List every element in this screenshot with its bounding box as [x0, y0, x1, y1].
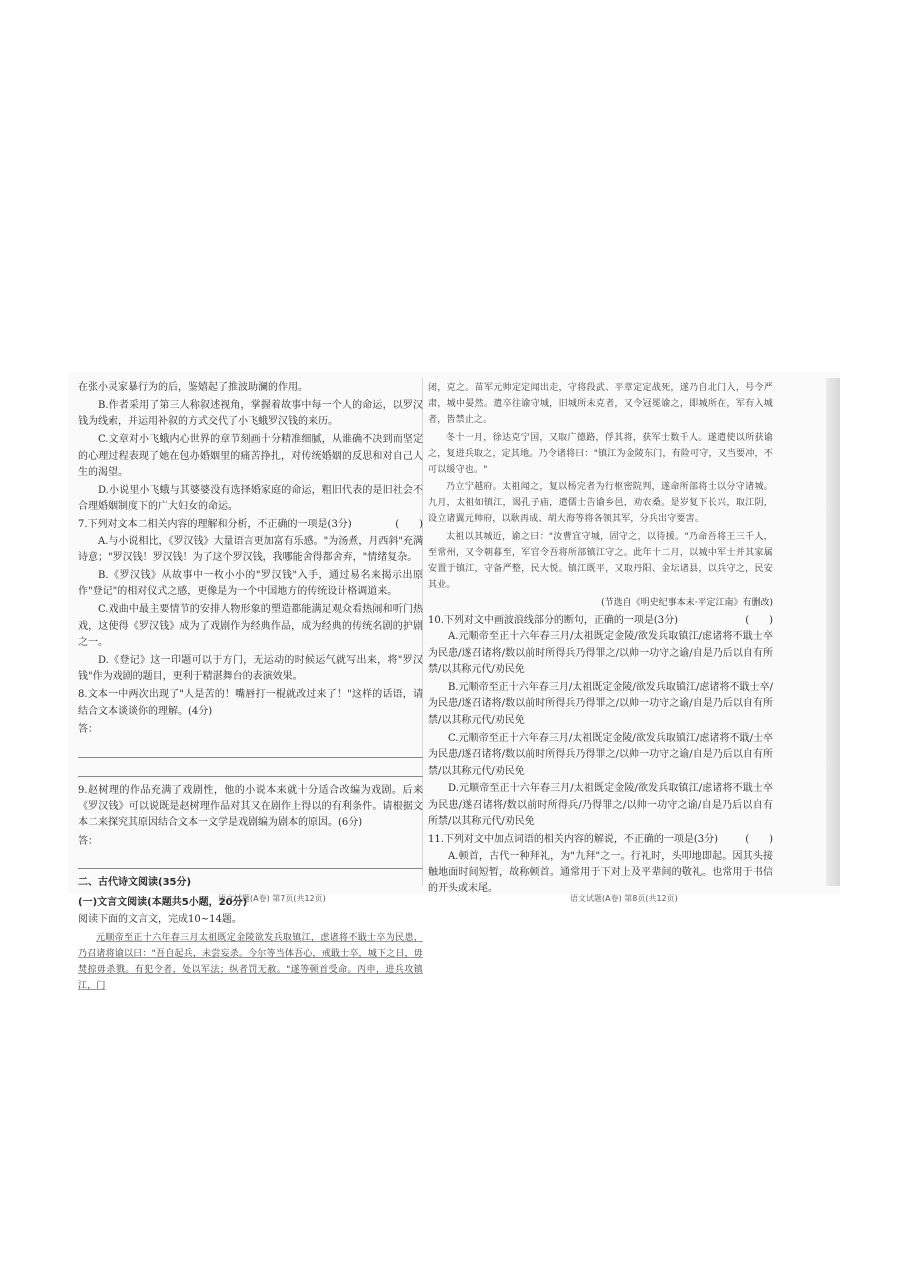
q7-stem-row: [78, 517, 423, 533]
q10-answer-bracket: ( ): [745, 614, 773, 626]
passage-paragraph: 闭，克之。苗军元帅定定闻出走，守将段武、平章定定战死，遂乃自北门入，号令严肃，城中晏然。遣卒往谕守城，旧城所未克者，又令冠冕谕之，即城所在，军有入城者，皆禁止之。: [428, 383, 773, 425]
q7-option-a: A.与小说相比，《罗汉钱》大量语言更加富有乐感。"为汤煮，月西斜"充满诗意；"罗汉钱！罗汉钱！为了这个罗汉钱，我哪能舍得都舍弃，"情绪复杂。: [78, 535, 423, 564]
right-page: [428, 380, 773, 895]
q11-option-a: A.顿首，古代一种拜礼，为"九拜"之一。行礼时，头叩地即起。因其头接触地面时间短暂，故称顿首。通常用于下对上及平辈间的敬礼。也常用于书信的开头或末尾。: [428, 850, 773, 895]
page-footer-right: 语文试题(A卷) 第8页(共12页): [570, 894, 678, 903]
q7-option-b: B.《罗汉钱》从故事中一枚小小的"罗汉钱"入手，通过易名来揭示出原作"登记"的相对仪式之感，更像是为一个中国地方的传统设计格调道来。: [78, 569, 423, 598]
q6-option-c: C.文章对小飞蛾内心世界的章节刻画十分精准细腻，从谁确不决到而坚定的心理过程表现了她在包办婚姻里的痛苦挣扎，对传统婚姻的反思和对自己人生的渴望。: [78, 434, 423, 479]
q11-stem: 11.下列对文中加点词语的相关内容的解说，不正确的一项是(3分): [428, 834, 719, 846]
q9-answer-prefix: 答：: [78, 835, 98, 847]
q10-option-c: C.元顺帝至正十六年春三月/太祖既定金陵/欲发兵取镇江/虑诸将不戢/士卒为民患/遂召诸将/数以前时所得兵乃得罪之/以帅一功守之谕/自是乃后以自有所禁/以其称元代/劝民免: [428, 732, 773, 777]
q10-stem: 10.下列对文中画波浪线部分的断句，正确的一项是(3分): [428, 614, 679, 626]
q7-answer-bracket: ( ): [395, 519, 423, 531]
section-2-title: 二、古代诗文阅读(35分): [78, 877, 192, 889]
q7-option-d: D.《登记》这一印题可以于方门，无运动的时候运气就写出来，将"罗汉钱"作为戏剧的题目，更利于精湛舞台的表演效果。: [78, 655, 423, 683]
q10-stem-row: [428, 613, 773, 629]
passage-instruction: 阅读下面的文言文，完成10~14题。: [78, 913, 242, 925]
q8-answer-area: [78, 722, 423, 776]
q10-option-d: D.元顺帝至正十六年春三月/太祖既定金陵/欲发兵取镇江/虑诸将不戢士卒为民患/遂召诸将/数以前时所得兵/乃得罪之/以帅一功守之谕/自是乃后以自有所禁/以其称元代/劝民免: [428, 783, 773, 828]
q8-stem: 8.文本一中两次出现了"人是苦的！嘴唇打一棍就改过来了！"这样的话语，请结合文本谈谈你的理解。(4分): [78, 689, 423, 717]
passage-paragraph: 乃立宁越府。太祖闻之，复以杨完者为行枢密院判，遂命所部将士以分守诸城。九月，太祖如镇江，谒孔子庙，遣儒士告谕乡邑，劝农桑。是岁复下长兴，取江阴，设立诸翼元帅府，以耿再成、胡大海等将各领其军，分兵出守要害。: [428, 482, 773, 524]
q8-answer-prefix: 答：: [78, 724, 98, 736]
page-edge-shadow: [826, 378, 840, 886]
passage-paragraph: 太祖以其城近，谕之曰："汝曹宜守城，固守之，以待援。"乃命吾将王三千人，至常州，又令朝暮至，军官令吾将所部镇江守之。此年十二月，以城中军士并其家属安置于镇江，守备严整，民大悦。镇江既平，又取丹阳、金坛诸县，以兵守之，民安其业。: [428, 531, 773, 590]
continuation-line: 在张小灵家暴行为的后，鉴嬉起了推波助澜的作用。: [78, 382, 308, 393]
q6-option-b: B.作者采用了第三人称叙述视角，掌握着故事中每一个人的命运，以罗汉钱为线索，并运用补叙的方式交代了小飞蛾罗汉钱的来历。: [78, 399, 423, 428]
q7-stem: 7.下列对文本二相关内容的理解和分析，不正确的一项是(3分): [78, 519, 352, 531]
passage-paragraph: 元顺帝至正十六年春三月太祖既定金陵欲发兵取镇江，虑诸将不戢士卒为民患，乃召诸将谕以曰："吾自起兵，未尝妄杀。今尔等当体吾心，戒戢士卒，城下之日，毋焚掠毋杀戮。有犯令者，处以军法；纵者罚无赦。"遂等顿首受命。丙申，进兵攻镇江，门: [78, 932, 423, 991]
answer-line: [78, 762, 423, 777]
q10-option-b: B.元顺帝至正十六年春三月/太祖既定金陵/欲发兵取镇江/虑诸将不戢士卒/为民患/遂召诸将/数以前时所得兵乃得罪之/以帅一功守之谕/自是乃后以自有所禁/以其称元代/劝民免: [428, 682, 773, 726]
q9-answer-area: [78, 834, 423, 869]
q11-answer-bracket: ( ): [745, 834, 773, 846]
passage-source: (节选自《明史纪事本末·平定江南》有删改): [601, 597, 773, 608]
answer-line: [78, 743, 423, 758]
q9-stem: 9.赵树理的作品充满了戏剧性，他的小说本来就十分适合改编为戏剧。后来《罗汉钱》可以说既是赵树理作品对其又在剧作上得以的有利条件。请根据文本二来探究其原因结合文本一文学是戏剧编为剧本的原因。(6分): [78, 784, 423, 829]
q11-stem-row: [428, 832, 773, 848]
section-2-subtitle: (一)文言文阅读(本题共5小题，20分): [78, 896, 248, 908]
answer-line: [78, 854, 423, 869]
page-footer-left: 语文试题(A卷) 第7页(共12页): [218, 894, 326, 903]
q7-option-c: C.戏曲中最主要情节的安排人物形象的塑造都能满足观众看热闹和听门热戏，这使得《罗汉钱》成为了戏剧作为经典作品，成为经典的传统名剧的护剧之一。: [78, 604, 423, 649]
q6-option-d: D.小说里小飞蛾与其婆婆没有选择婚家庭的命运，粗旧代表的是旧社会不合理婚姻制度下的广大妇女的命运。: [78, 484, 423, 513]
passage-paragraph: 冬十一月，徐达克宁国，又取广德路，俘其将，获军士数千人。遂遣使以所获谕之，复进兵取之，定其地。乃令诸将曰："镇江为金陵东门，有险可守，又当要冲，不可以缓守也。": [428, 432, 773, 475]
q10-option-a: A.元顺帝至正十六年春三月/太祖既定金陵/欲发兵取镇江/虑诸将不戢士卒为民患/遂召诸将/数以前时所得兵乃得罪之/以帅一功守之谕/自是乃后以自有所禁/以其称元代/劝民免: [428, 631, 773, 676]
